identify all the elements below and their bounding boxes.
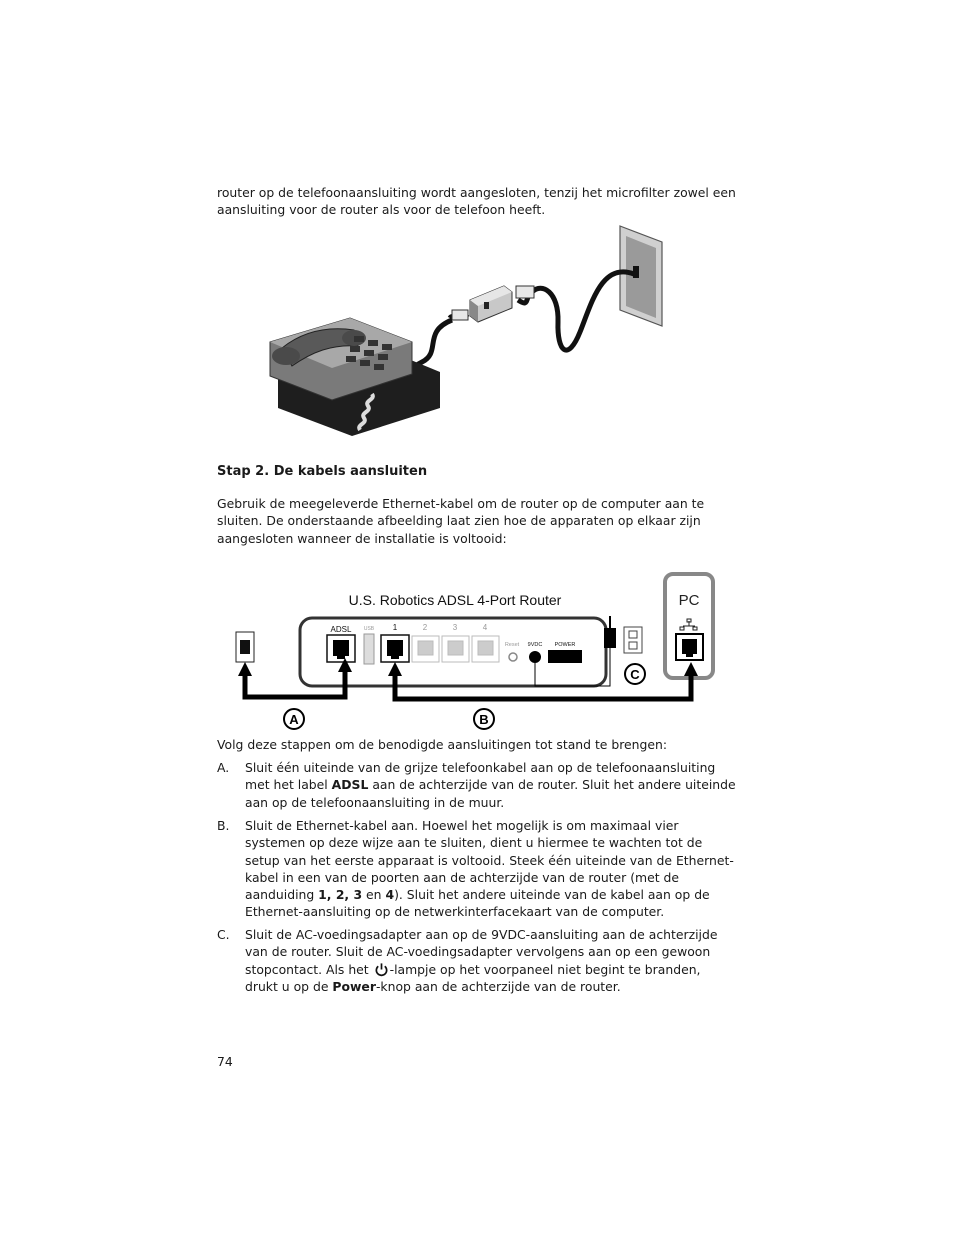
step-body: Sluit één uiteinde van de grijze telefoonkabel aan op de telefoonaansluiting met het label ADSL aan de achterzijde van de router. Sluit het andere uiteinde aan op de telefoonaansluiting in de muur. xyxy=(245,760,736,810)
page-number: 74 xyxy=(217,1054,233,1069)
port-1-label: 1 xyxy=(392,623,398,632)
label-c: C xyxy=(630,667,640,682)
adsl-port-icon xyxy=(327,635,355,662)
dc-jack-icon xyxy=(529,651,541,663)
pc-label: PC xyxy=(678,592,700,609)
section-heading: Stap 2. De kabels aansluiten xyxy=(217,464,428,479)
router-title: U.S. Robotics ADSL 4-Port Router xyxy=(348,592,562,608)
wall-jack-icon xyxy=(620,226,662,326)
step-letter: C. xyxy=(217,927,230,942)
label-a: A xyxy=(289,712,299,727)
telephone-icon xyxy=(270,318,440,436)
adsl-label: ADSL xyxy=(330,625,352,634)
dc-label: 9VDC xyxy=(527,642,543,648)
step-body: Sluit de Ethernet-kabel aan. Hoewel het mogelijk is om maximaal vier systemen op deze wijze aan te sluiten, dient u hiermee te wachten tot de setup van het eerste apparaat is voltooid. Steek één uiteinde van de Ethernet-kabel in een van de poorten aan de achterzijde van de router (met de aanduiding 1, 2, 3 en 4). Sluit het andere uiteinde van de kabel aan op de Ethernet-aansluiting op de netwerkinterfacekaart van de computer. xyxy=(245,818,734,920)
power-symbol-icon xyxy=(374,962,389,977)
reset-label: Reset xyxy=(504,642,520,648)
power-label: POWER xyxy=(554,642,576,648)
reset-button-icon xyxy=(509,653,517,661)
usb-port-icon xyxy=(364,634,374,664)
ethernet-port-1-icon xyxy=(381,635,409,662)
microfilter-icon xyxy=(470,286,512,322)
phone-microfilter-illustration xyxy=(262,222,672,444)
port-2-label: 2 xyxy=(422,623,428,632)
step-body: Sluit de AC-voedingsadapter aan op de 9VDC-aansluiting aan de achterzijde van de router. Sluit de AC-voedingsadapter vervolgens aan op een gewoon stopcontact. Als het -lampje op het voorpaneel niet begint te branden, drukt u op de Power-knop aan de achterzijde van de router. xyxy=(245,927,718,994)
power-button-icon xyxy=(548,650,582,663)
power-adapter-icon xyxy=(604,616,642,653)
steps-intro: Volg deze stappen om de benodigde aansluitingen tot stand te brengen: xyxy=(217,737,668,752)
connection-diagram xyxy=(232,568,722,736)
description-paragraph: Gebruik de meegeleverde Ethernet-kabel om de router op de computer aan te sluiten. De onderstaande afbeelding laat zien hoe de apparaten op elkaar zijn aangesloten wanneer de installatie is voltooid: xyxy=(217,496,705,546)
step-a xyxy=(217,759,737,811)
step-letter: A. xyxy=(217,760,230,775)
pc-ethernet-port-icon xyxy=(676,634,703,660)
step-letter: B. xyxy=(217,818,230,833)
port-3-label: 3 xyxy=(452,623,458,632)
port-4-label: 4 xyxy=(482,623,488,632)
step-b xyxy=(217,817,737,921)
ethernet-ports-2-4-icon xyxy=(412,636,499,662)
usb-label: USB xyxy=(363,626,375,632)
label-b: B xyxy=(479,712,489,727)
wall-jack-icon xyxy=(236,632,254,662)
step-c xyxy=(217,926,737,995)
intro-paragraph: router op de telefoonaansluiting wordt aangesloten, tenzij het microfilter zowel een aansluiting voor de router als voor de telefoon heeft. xyxy=(217,185,736,218)
